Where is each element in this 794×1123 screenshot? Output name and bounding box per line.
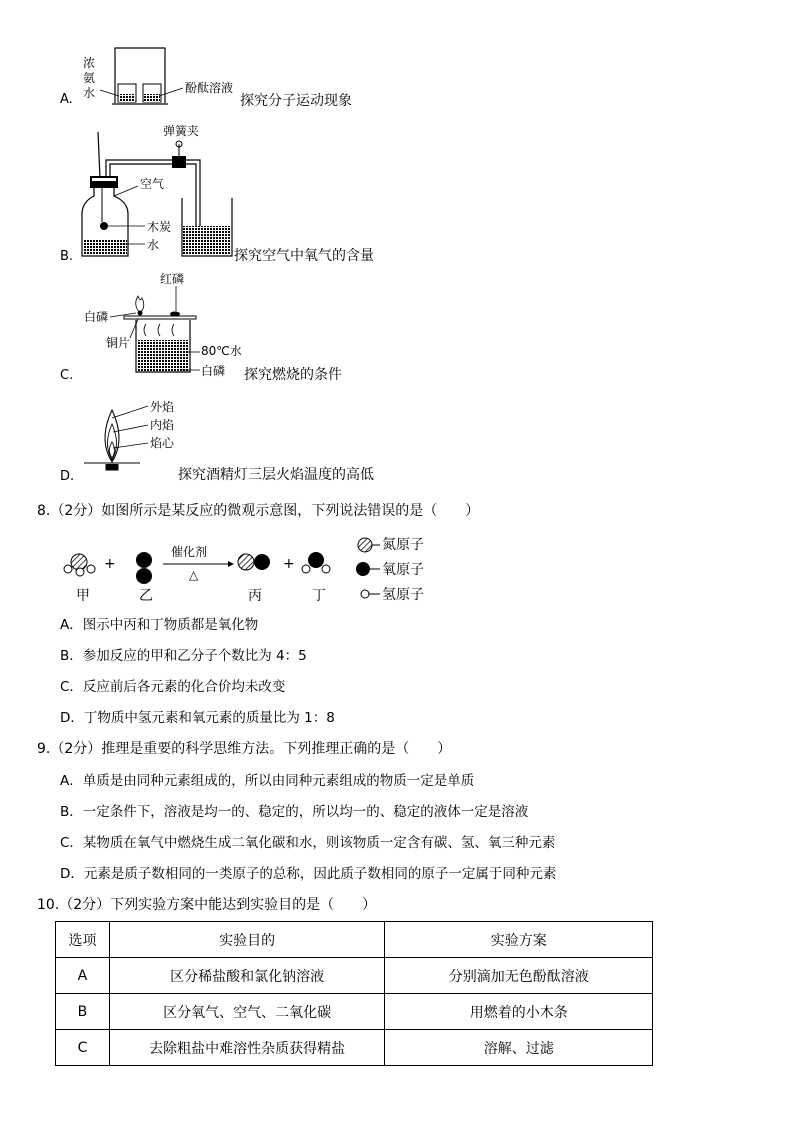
label-80c-water: 80℃水 xyxy=(201,344,242,358)
label-water: 水 xyxy=(147,238,160,252)
label-ammonia-3: 水 xyxy=(83,86,96,100)
header-option: 选项 xyxy=(56,922,110,958)
label-red-phosphorus: 红磷 xyxy=(160,272,185,286)
cell-purpose: 去除粗盐中难溶性杂质获得精盐 xyxy=(109,1030,385,1066)
cell-option: A xyxy=(56,958,110,994)
label-flame-core: 焰心 xyxy=(150,436,175,450)
label-jia: 甲 xyxy=(76,588,90,604)
plus-sign-1: + xyxy=(104,556,116,572)
option-b[interactable]: B．参加反应的甲和乙分子个数比为 4：5 xyxy=(60,648,307,664)
experiment-table xyxy=(55,921,653,1066)
option-c[interactable]: C．某物质在氧气中燃烧生成二氧化碳和水，则该物质一定含有碳、氢、氧三种元素 xyxy=(60,835,556,851)
label-spring-clamp: 弹簧夹 xyxy=(163,124,200,138)
option-b[interactable]: B．一定条件下，溶液是均一的、稳定的，所以均一的、稳定的液体一定是溶液 xyxy=(60,804,529,820)
table-row[interactable] xyxy=(56,1030,653,1066)
header-purpose: 实验目的 xyxy=(109,922,385,958)
label-outer-flame: 外焰 xyxy=(150,400,175,414)
table-row[interactable] xyxy=(56,994,653,1030)
label-white-phosphorus-bottom: 白磷 xyxy=(201,364,226,378)
table-header-row xyxy=(56,922,653,958)
option-letter: A. xyxy=(60,92,73,107)
caption-b: 探究空气中氧气的含量 xyxy=(234,248,374,264)
cell-option: B xyxy=(56,994,110,1030)
option-d[interactable]: D．丁物质中氢元素和氧元素的质量比为 1：8 xyxy=(60,710,335,726)
option-letter: C. xyxy=(60,368,74,383)
option-d[interactable]: D．元素是质子数相同的一类原子的总称，因此质子数相同的原子一定属于同种元素 xyxy=(60,866,557,882)
header-plan: 实验方案 xyxy=(385,922,653,958)
label-ammonia-1: 浓 xyxy=(83,56,96,70)
legend-hydrogen-atom: 氢原子 xyxy=(382,587,424,603)
cell-option: C xyxy=(56,1030,110,1066)
catalyst-label: 催化剂 xyxy=(171,545,208,559)
cell-plan: 溶解、过滤 xyxy=(385,1030,653,1066)
option-letter: D. xyxy=(60,469,75,484)
label-air: 空气 xyxy=(140,177,165,191)
question-stem: 9.（2分）推理是重要的科学思维方法。下列推理正确的是（ ） xyxy=(37,741,452,757)
label-white-phosphorus-top: 白磷 xyxy=(84,310,109,324)
cell-purpose: 区分稀盐酸和氯化钠溶液 xyxy=(109,958,385,994)
caption-a: 探究分子运动现象 xyxy=(240,93,352,109)
caption-c: 探究燃烧的条件 xyxy=(244,367,342,383)
legend-nitrogen-atom: 氮原子 xyxy=(382,537,424,553)
option-letter: B. xyxy=(60,249,74,264)
label-phenolphthalein: 酚酞溶液 xyxy=(185,81,234,95)
label-ding: 丁 xyxy=(312,588,326,604)
label-copper-sheet: 铜片 xyxy=(106,336,131,350)
cell-purpose: 区分氧气、空气、二氧化碳 xyxy=(109,994,385,1030)
table-row[interactable] xyxy=(56,958,653,994)
question-stem: 8.（2分）如图所示是某反应的微观示意图，下列说法错误的是（ ） xyxy=(37,503,480,519)
option-c[interactable]: C．反应前后各元素的化合价均未改变 xyxy=(60,679,286,695)
legend-oxygen-atom: 氧原子 xyxy=(382,562,424,578)
plus-sign-2: + xyxy=(283,556,295,572)
heat-symbol: △ xyxy=(189,568,199,582)
label-bing: 丙 xyxy=(248,588,262,604)
question-stem: 10.（2分）下列实验方案中能达到实验目的是（ ） xyxy=(37,897,377,913)
cell-plan: 分别滴加无色酚酞溶液 xyxy=(385,958,653,994)
option-a[interactable]: A．图示中丙和丁物质都是氧化物 xyxy=(60,617,259,633)
label-charcoal: 木炭 xyxy=(147,220,172,234)
caption-d: 探究酒精灯三层火焰温度的高低 xyxy=(178,467,374,483)
label-ammonia-2: 氨 xyxy=(83,71,96,85)
option-a[interactable]: A．单质是由同种元素组成的，所以由同种元素组成的物质一定是单质 xyxy=(60,773,475,789)
label-inner-flame: 内焰 xyxy=(150,418,175,432)
cell-plan: 用燃着的小木条 xyxy=(385,994,653,1030)
label-yi: 乙 xyxy=(139,588,153,604)
